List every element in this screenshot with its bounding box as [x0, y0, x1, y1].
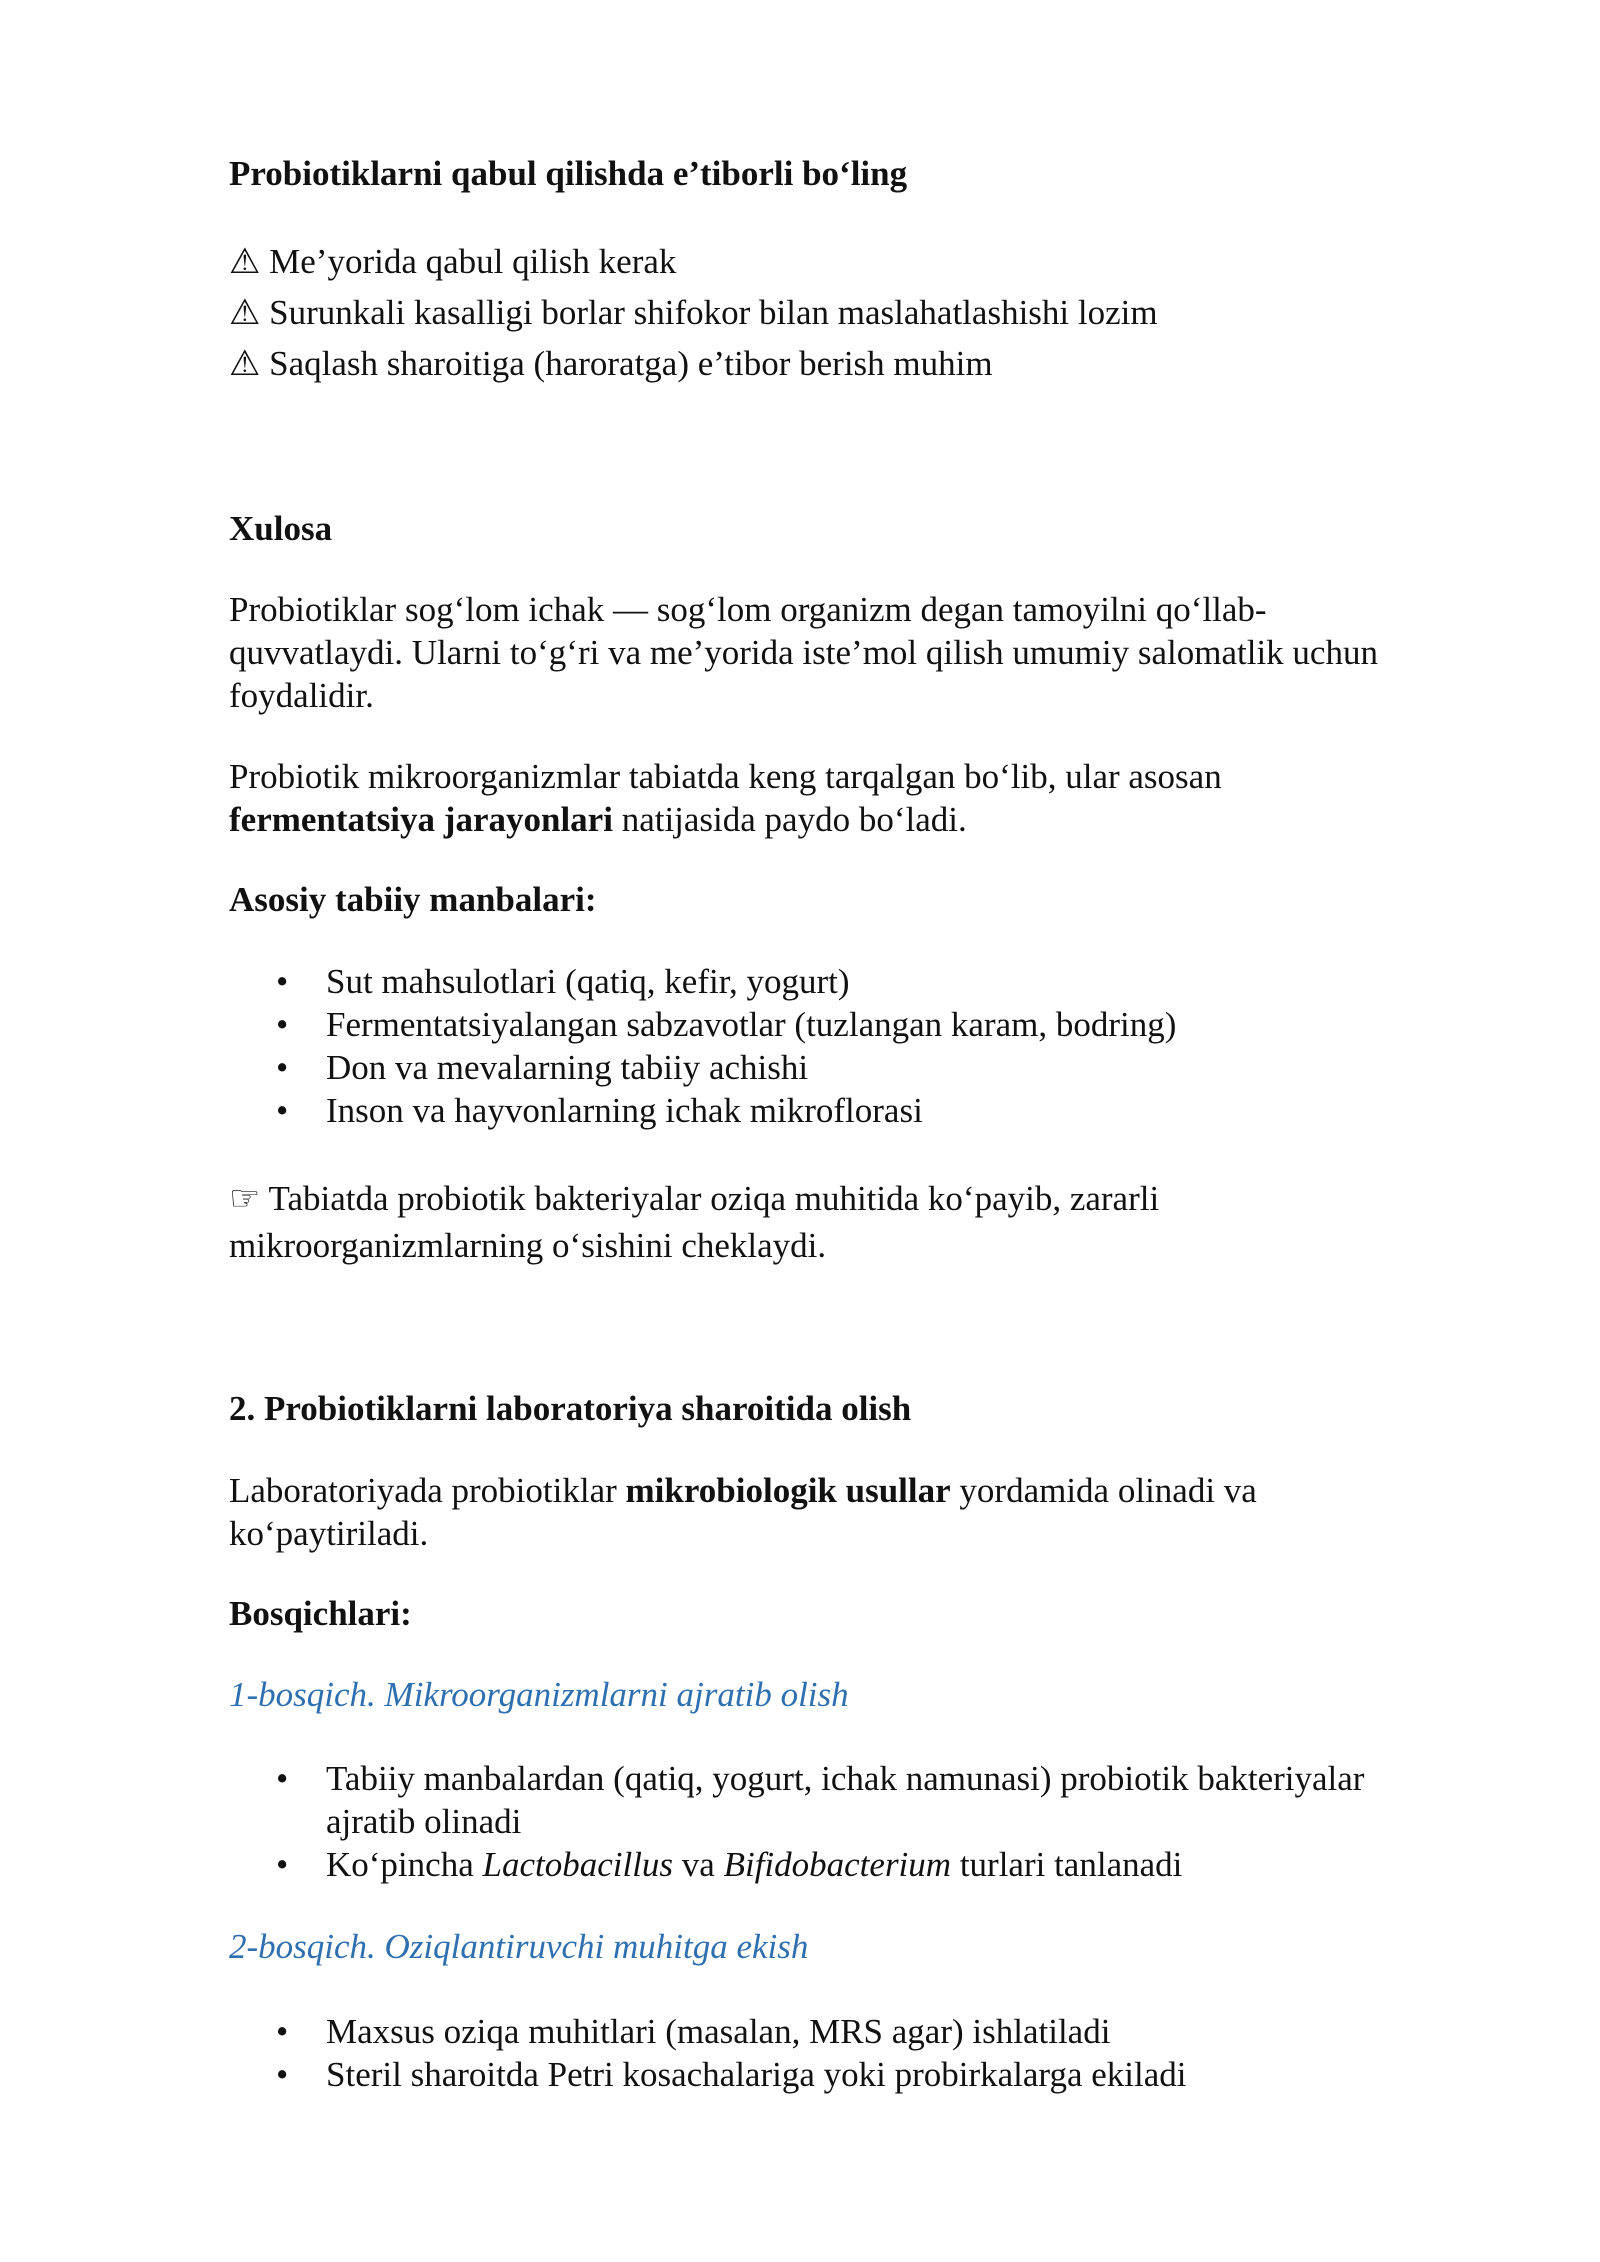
- caution-item: [229, 236, 676, 287]
- step-title: 2-bosqich. Oziqlantiruvchi muhitga ekish: [229, 1927, 809, 1966]
- paragraph-line: Laboratoriyada probiotiklar mikrobiologik usullar yordamida olinadi va: [229, 1471, 1257, 1510]
- warning-icon: ⚠: [229, 344, 261, 383]
- bullet-icon: •: [276, 1845, 289, 1884]
- list-item: • Ko‘pincha Lactobacillus va Bifidobacterium turlari tanlanadi: [276, 1845, 1183, 1884]
- paragraph-line: ☞ Tabiatda probiotik bakteriyalar oziqa muhitida ko‘payib, zararli: [229, 1179, 1160, 1218]
- warning-icon: ⚠: [229, 242, 261, 281]
- sources-heading: Asosiy tabiiy manbalari:: [229, 880, 597, 919]
- list-item: • Steril sharoitda Petri kosachalariga yoki probirkalarga ekiladi: [276, 2055, 1187, 2094]
- caution-item-text: Saqlash sharoitiga (haroratga) e’tibor berish muhim: [269, 344, 993, 383]
- paragraph-line: Probiotiklar sog‘lom ichak — sog‘lom organizm degan tamoyilni qo‘llab-: [229, 590, 1267, 629]
- section-heading: 2. Probiotiklarni laboratoriya sharoitida olish: [229, 1389, 912, 1428]
- caution-item-text: Surunkali kasalligi borlar shifokor bilan maslahatlashishi lozim: [269, 293, 1158, 332]
- sources-list: [229, 960, 1176, 1132]
- species-name: Bifidobacterium: [723, 1845, 952, 1884]
- bold-term: fermentatsiya jarayonlari: [229, 800, 613, 839]
- steps-heading: Bosqichlari:: [229, 1594, 412, 1633]
- list-item: • Sut mahsulotlari (qatiq, kefir, yogurt): [276, 962, 850, 1001]
- conclusion-paragraph: [229, 588, 1378, 717]
- list-item: • Don va mevalarning tabiiy achishi: [276, 1048, 809, 1087]
- bullet-icon: •: [276, 2012, 289, 2051]
- bullet-icon: •: [276, 1005, 289, 1044]
- warning-icon: ⚠: [229, 293, 261, 332]
- list-item: • Maxsus oziqa muhitlari (masalan, MRS agar) ishlatiladi: [276, 2012, 1111, 2051]
- paragraph-line: fermentatsiya jarayonlari natijasida paydo bo‘ladi.: [229, 800, 967, 839]
- bullet-icon: •: [276, 962, 289, 1001]
- bullet-icon: •: [276, 1048, 289, 1087]
- paragraph-line: ko‘paytiriladi.: [229, 1514, 429, 1553]
- bullet-icon: •: [276, 2055, 289, 2094]
- list-item: • Tabiiy manbalardan (qatiq, yogurt, ichak namunasi) probiotik bakteriyalar ajratib olinadi: [276, 1759, 1365, 1841]
- caution-item: [229, 338, 993, 389]
- list-item: • Fermentatsiyalangan sabzavotlar (tuzlangan karam, bodring): [276, 1005, 1177, 1044]
- bold-term: mikrobiologik usullar: [625, 1471, 951, 1510]
- conclusion-heading: Xulosa: [229, 509, 333, 548]
- note-paragraph: [229, 1175, 1159, 1269]
- caution-heading: Probiotiklarni qabul qilishda e’tiborli bo‘ling: [229, 154, 908, 193]
- step2-list: [229, 2010, 1186, 2096]
- paragraph-line: foydalidir.: [229, 676, 374, 715]
- step-title: 1-bosqich. Mikroorganizmlarni ajratib olish: [229, 1675, 849, 1714]
- caution-item-text: Me’yorida qabul qilish kerak: [269, 242, 677, 281]
- section-intro: [229, 1469, 1257, 1555]
- sources-paragraph: [229, 755, 1222, 841]
- step1-list: [229, 1757, 1364, 1886]
- list-item: • Inson va hayvonlarning ichak mikroflorasi: [276, 1091, 923, 1130]
- paragraph-line: mikroorganizmlarning o‘sishini cheklaydi.: [229, 1226, 827, 1265]
- paragraph-line: quvvatlaydi. Ularni to‘g‘ri va me’yorida iste’mol qilish umumiy salomatlik uchun: [229, 633, 1378, 672]
- species-name: Lactobacillus: [482, 1845, 674, 1884]
- paragraph-line: Probiotik mikroorganizmlar tabiatda keng tarqalgan bo‘lib, ular asosan: [229, 757, 1222, 796]
- bullet-icon: •: [276, 1759, 289, 1798]
- bullet-icon: •: [276, 1091, 289, 1130]
- caution-item: [229, 287, 1158, 338]
- pointing-hand-icon: ☞: [229, 1179, 261, 1218]
